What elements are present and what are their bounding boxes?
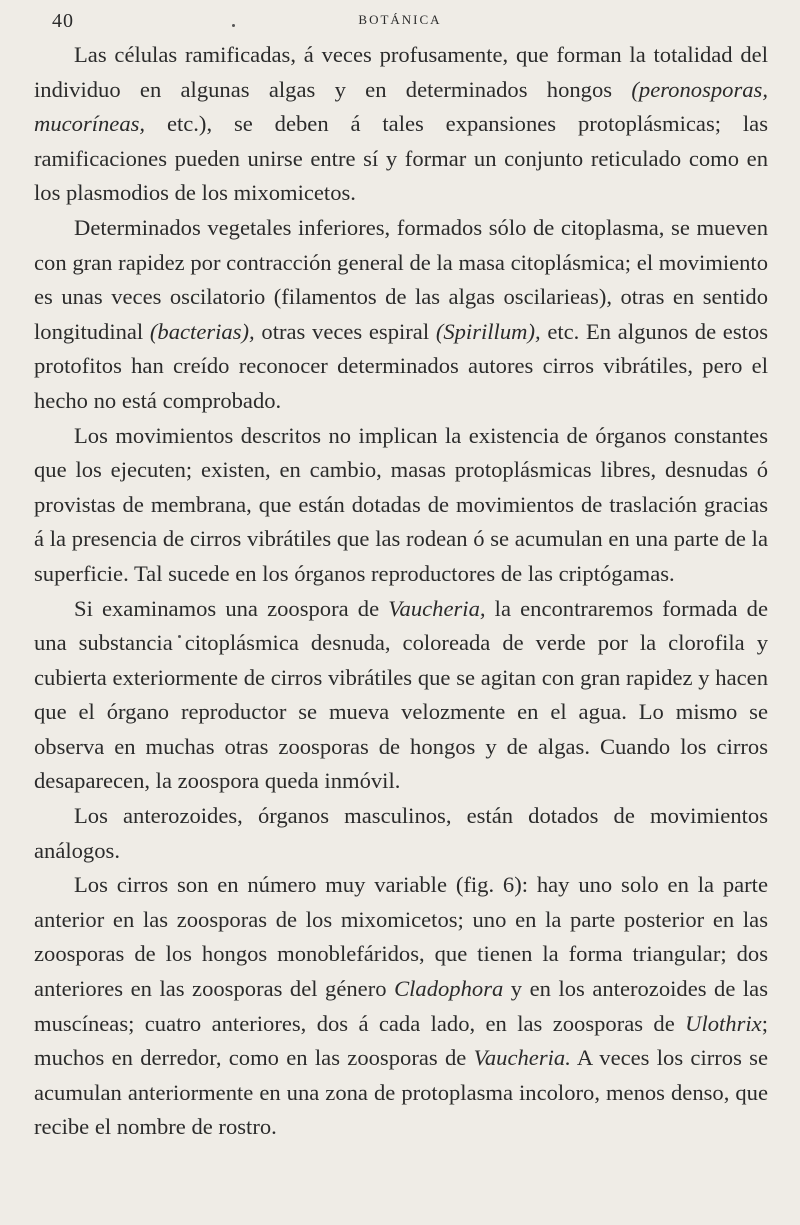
italic-term: Cladophora bbox=[394, 976, 504, 1002]
text-run: Los cirros son en número muy variable (fig. 6): hay uno solo en la parte anterior en las zoosporas de los mixomicetos; uno en la parte posterior en las zoosporas de los hongos monoblefáridos, que tienen la forma triangular; dos anteriores en las zoosporas del género bbox=[34, 872, 768, 1002]
italic-term: (peronosporas, mucoríneas, bbox=[34, 76, 768, 137]
text-run: Si examinamos una zoospora de bbox=[74, 595, 389, 621]
paragraph bbox=[34, 592, 768, 800]
text-run: etc.), se deben á tales expansiones protoplásmicas; las ramificaciones pueden unirse entre sí y formar un conjunto reticulado como en los plasmodios de los mixomicetos. bbox=[34, 111, 768, 206]
text-run: Los anterozoides, órganos masculinos, están dotados de movimientos análogos. bbox=[34, 803, 768, 863]
body-text bbox=[34, 38, 768, 1145]
paragraph bbox=[34, 211, 768, 419]
italic-term: Ulothrix bbox=[685, 1010, 762, 1036]
italic-term: Vaucheria, bbox=[388, 595, 486, 621]
running-title: BOTÁNICA bbox=[358, 12, 442, 27]
text-run: ; muchos en derredor, como en las zoosporas de bbox=[34, 1010, 768, 1071]
text-run: la encontraremos formada de una substancia citoplásmica desnuda, coloreada de verde por la clorofila y cubierta exteriormente de cirros vibrátiles que se agitan con gran rapidez y hacen que el órgano reproductor se mueva velozmente en el agua. Lo mismo se observa en muchas otras zoosporas de hongos y de algas. Cuando los cirros desaparecen, la zoospora queda inmóvil. bbox=[34, 595, 768, 794]
text-run: Determinados vegetales inferiores, formados sólo de citoplasma, se mueven con gran rapidez por contracción general de la masa citoplásmica; el movimiento es unas veces oscilatorio (filamentos de las algas oscilarieas), otras en sentido longitudinal bbox=[34, 214, 768, 344]
text-run: Las células ramificadas, á veces profusamente, que forman la totalidad del individuo en algunas algas y en determinados hongos bbox=[34, 42, 768, 102]
paragraph bbox=[34, 419, 768, 592]
text-run: y en los anterozoides de las muscíneas; cuatro anteriores, dos á cada lado, en las zoosporas de bbox=[34, 976, 768, 1036]
text-run: otras veces espiral bbox=[254, 318, 436, 344]
paragraph bbox=[34, 799, 768, 868]
paragraph bbox=[34, 868, 768, 1145]
text-run: A veces los cirros se acumulan anteriormente en una zona de protoplasma incoloro, menos denso, que recibe el nombre de rostro. bbox=[34, 1045, 768, 1140]
text-run: etc. En algunos de estos protofitos han creído reconocer determinados autores cirros vibrátiles, pero el hecho no está comprobado. bbox=[34, 318, 768, 413]
page-header bbox=[0, 8, 800, 32]
paragraph bbox=[34, 38, 768, 211]
print-speck bbox=[232, 24, 235, 27]
italic-term: (bacterias), bbox=[149, 318, 255, 344]
page-number: 40 bbox=[52, 10, 74, 32]
italic-term: Vaucheria. bbox=[473, 1045, 571, 1071]
text-run: Los movimientos descritos no implican la existencia de órganos constantes que los ejecuten; existen, en cambio, masas protoplásmicas libres, desnudas ó provistas de membrana, que están dotadas de movimientos de traslación gracias á la presencia de cirros vibrátiles que las rodean ó se acumulan en una parte de la superficie. Tal sucede en los órganos reproductores de las criptógamas. bbox=[34, 422, 768, 586]
italic-term: (Spirillum), bbox=[435, 318, 541, 344]
